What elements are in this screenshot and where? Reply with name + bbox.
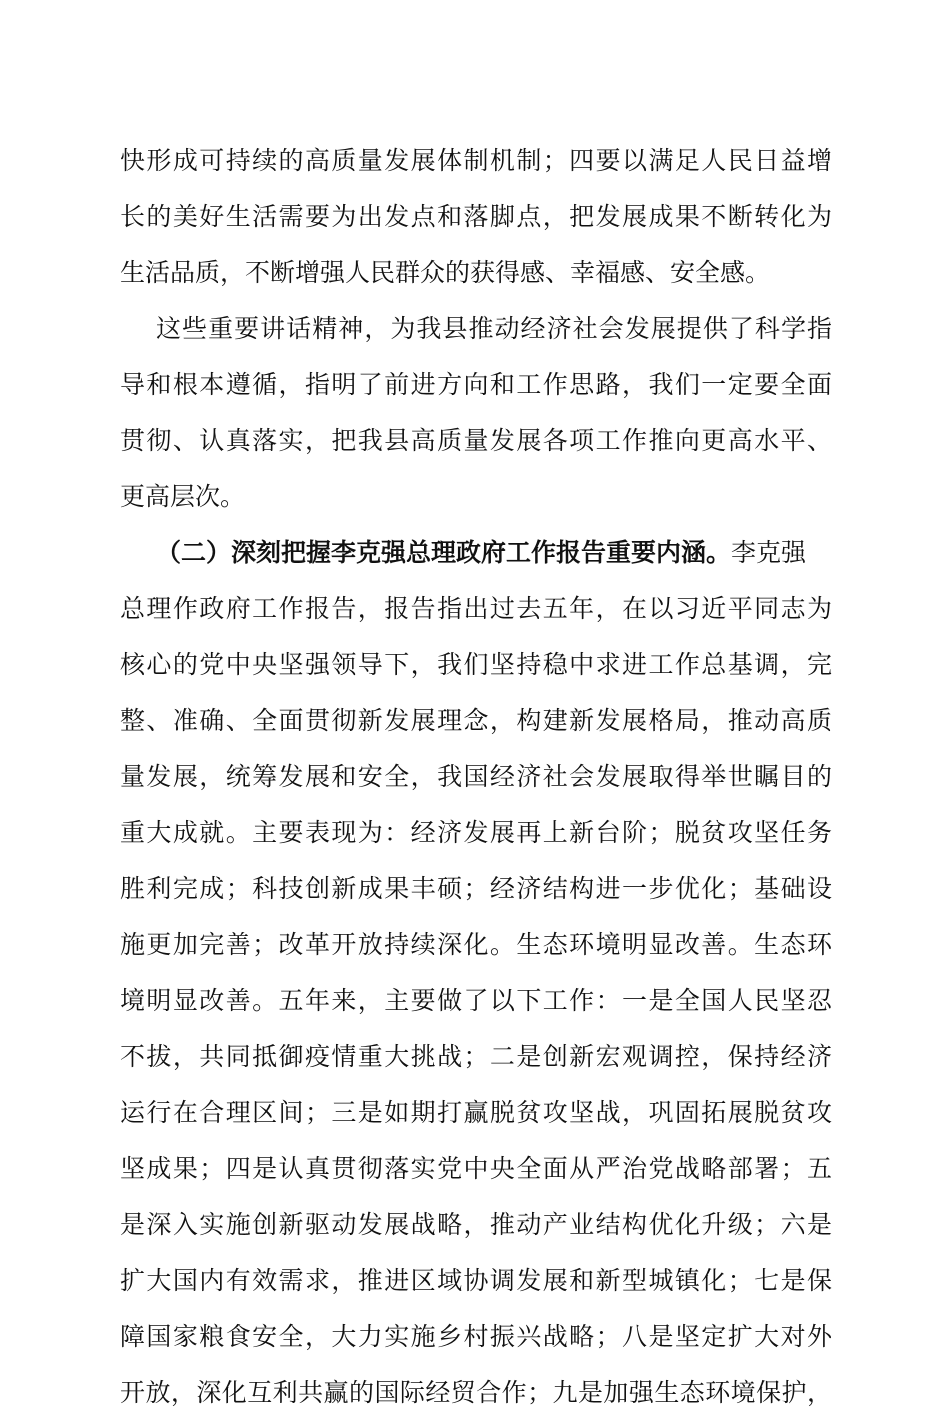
text-line: 核心的党中央坚强领导下，我们坚持稳中求进工作总基调，完 — [120, 650, 832, 679]
text-line: 整、准确、全面贯彻新发展理念，构建新发展格局，推动高质 — [120, 706, 832, 735]
text-line: 境明显改善。五年来，主要做了以下工作：一是全国人民坚忍 — [120, 986, 832, 1015]
text-line: 施更加完善；改革开放持续深化。生态环境明显改善。生态环 — [120, 930, 832, 959]
section-heading-line — [120, 525, 832, 581]
text-line: 快形成可持续的高质量发展体制机制；四要以满足人民日益增 — [120, 146, 832, 175]
text-line: 量发展，统筹发展和安全，我国经济社会发展取得举世瞩目的 — [120, 762, 832, 791]
text-line: 生活品质，不断增强人民群众的获得感、幸福感、安全感。 — [120, 258, 771, 287]
text-line: 贯彻、认真落实，把我县高质量发展各项工作推向更高水平、 — [120, 426, 832, 455]
text-line: 开放，深化互利共赢的国际经贸合作；九是加强生态环境保护， — [120, 1378, 832, 1407]
text-line: 这些重要讲话精神，为我县推动经济社会发展提供了科学指 — [156, 314, 832, 343]
body-text — [120, 133, 832, 1421]
text-line: 更高层次。 — [120, 482, 246, 511]
text-line: 导和根本遵循，指明了前进方向和工作思路，我们一定要全面 — [120, 370, 832, 399]
text-line: 长的美好生活需要为出发点和落脚点，把发展成果不断转化为 — [120, 202, 832, 231]
text-line: 坚成果；四是认真贯彻落实党中央全面从严治党战略部署；五 — [120, 1154, 832, 1183]
text-line: 是深入实施创新驱动发展战略，推动产业结构优化升级；六是 — [120, 1210, 832, 1239]
section-heading: （二）深刻把握李克强总理政府工作报告重要内涵。 — [156, 538, 732, 567]
text-line: 胜利完成；科技创新成果丰硕；经济结构进一步优化；基础设 — [120, 874, 832, 903]
text-line: 总理作政府工作报告，报告指出过去五年，在以习近平同志为 — [120, 594, 832, 623]
text-line: 障国家粮食安全，大力实施乡村振兴战略；八是坚定扩大对外 — [120, 1322, 832, 1351]
text-line: 运行在合理区间；三是如期打赢脱贫攻坚战，巩固拓展脱贫攻 — [120, 1098, 832, 1127]
text-line: 扩大国内有效需求，推进区域协调发展和新型城镇化；七是保 — [120, 1266, 832, 1295]
text-line: 重大成就。主要表现为：经济发展再上新台阶；脱贫攻坚任务 — [120, 818, 832, 847]
text-line: 不拔，共同抵御疫情重大挑战；二是创新宏观调控，保持经济 — [120, 1042, 832, 1071]
heading-tail-text: 李克强 — [731, 538, 807, 567]
